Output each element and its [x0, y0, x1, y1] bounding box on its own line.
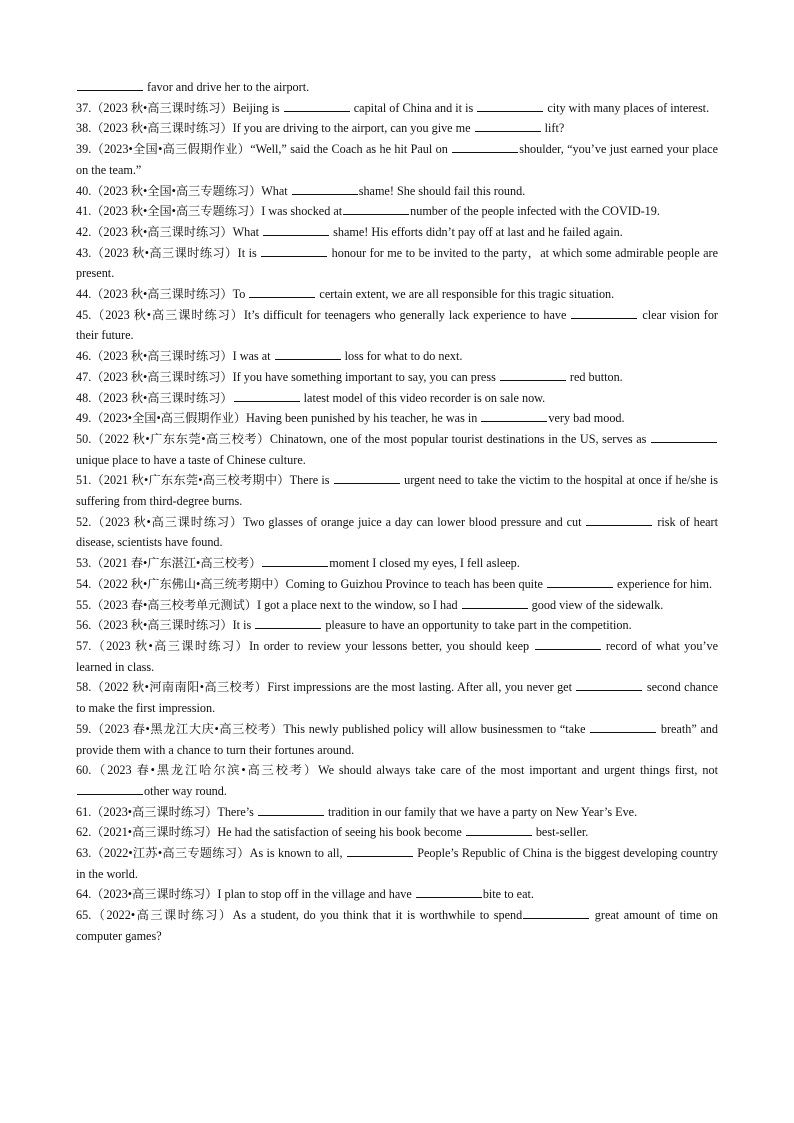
question-text: latest model of this video recorder is on sale now. — [300, 390, 546, 405]
question-text: 43.（2023 秋•高三课时练习）It is — [76, 245, 261, 260]
question-item — [76, 139, 718, 180]
question-text: 61.（2023•高三课时练习）There’s — [76, 804, 257, 819]
question-text: 50.（2022 秋•广东东莞•高三校考）Chinatown, one of the most popular tourist destinations in the US, serves as — [76, 431, 650, 446]
question-text: 45.（2023 秋•高三课时练习）It’s difficult for teenagers who generally lack experience to have — [76, 307, 571, 322]
question-text: shame! She should fail this round. — [358, 183, 526, 198]
answer-blank[interactable] — [452, 140, 518, 153]
question-text: 49.（2023•全国•高三假期作业）Having been punished by his teacher, he was in — [76, 411, 481, 426]
question-text: certain extent, we are all responsible for this tragic situation. — [316, 287, 615, 302]
question-text: favor and drive her to the airport. — [144, 80, 310, 94]
question-text: second chance to make the first impression. — [76, 680, 718, 716]
question-item — [76, 802, 718, 823]
question-text: city with many places of interest. — [544, 100, 710, 115]
question-text: 57.（2023 秋•高三课时练习）In order to review your lessons better, you should keep — [76, 638, 534, 653]
question-item — [76, 843, 718, 884]
question-item — [76, 429, 718, 470]
question-text: best-seller. — [532, 825, 589, 840]
question-text: 46.（2023 秋•高三课时练习）I was at — [76, 349, 274, 364]
question-list — [76, 77, 718, 947]
question-text: honour for me to be invited to the party，at which some admirable people are present. — [76, 245, 719, 281]
question-text: 55.（2023 春•高三校考单元测试）I got a place next to the window, so I had — [76, 597, 461, 612]
question-text: risk of heart disease, scientists have found. — [76, 514, 718, 550]
answer-blank[interactable] — [284, 99, 350, 112]
answer-blank[interactable] — [234, 389, 300, 402]
question-text: 58.（2022 秋•河南南阳•高三校考）First impressions are the most lasting. After all, you never get — [76, 680, 576, 695]
question-text: 39.（2023•全国•高三假期作业）“Well,” said the Coach as he hit Paul on — [76, 142, 452, 157]
answer-blank[interactable] — [576, 678, 642, 691]
question-text: 40.（2023 秋•全国•高三专题练习）What — [76, 183, 291, 198]
question-text: lift? — [541, 121, 565, 136]
question-text: shame! His efforts didn’t pay off at last and he failed again. — [330, 224, 623, 239]
question-item — [76, 760, 718, 801]
answer-blank[interactable] — [466, 823, 532, 836]
question-text: number of the people infected with the COVID-19. — [410, 204, 660, 219]
question-text: shoulder, “you’ve just earned your place on the team.” — [76, 142, 718, 177]
answer-blank[interactable] — [261, 244, 327, 257]
answer-blank[interactable] — [481, 409, 547, 422]
question-text: 64.（2023•高三课时练习）I plan to stop off in the village and have — [76, 887, 415, 902]
question-text: urgent need to take the victim to the hospital at once if he/she is suffering from third-degree burns. — [76, 473, 719, 509]
question-item — [76, 884, 718, 905]
answer-blank[interactable] — [477, 99, 543, 112]
question-item — [76, 346, 718, 367]
answer-blank[interactable] — [255, 616, 321, 629]
answer-blank[interactable] — [334, 471, 400, 484]
question-text: 42.（2023 秋•高三课时练习）What — [76, 224, 263, 239]
question-item — [76, 201, 718, 222]
question-text: 54.（2022 秋•广东佛山•高三统考期中）Coming to Guizhou Province to teach has been quite — [76, 576, 546, 591]
question-text: unique place to have a taste of Chinese culture. — [76, 452, 306, 467]
question-item — [76, 222, 718, 243]
question-text: pleasure to have an opportunity to take part in the competition. — [322, 618, 632, 633]
question-text: 41.（2023 秋•全国•高三专题练习）I was shocked at — [76, 204, 343, 219]
question-text: good view of the sidewalk. — [528, 597, 664, 612]
question-text: 37.（2023 秋•高三课时练习）Beijing is — [76, 100, 283, 115]
question-text: 53.（2021 春•广东湛江•高三校考） — [76, 556, 262, 571]
question-item — [76, 305, 718, 346]
question-item — [76, 553, 718, 574]
answer-blank[interactable] — [292, 182, 358, 195]
answer-blank[interactable] — [77, 78, 143, 91]
question-text: breath” and provide them with a chance to turn their fortunes around. — [76, 721, 718, 757]
question-text: 62.（2021•高三课时练习）He had the satisfaction of seeing his book become — [76, 825, 465, 840]
answer-blank[interactable] — [590, 720, 656, 733]
question-text: 47.（2023 秋•高三课时练习）If you have something important to say, you can press — [76, 369, 499, 384]
answer-blank[interactable] — [347, 844, 413, 857]
answer-blank[interactable] — [343, 202, 409, 215]
question-item — [76, 905, 718, 946]
exercise-page — [76, 77, 718, 947]
question-item — [76, 98, 718, 119]
answer-blank[interactable] — [275, 347, 341, 360]
question-text: 51.（2021 秋•广东东莞•高三校考期中）There is — [76, 473, 333, 488]
question-item — [76, 284, 718, 305]
question-text: moment I closed my eyes, I fell asleep. — [329, 556, 520, 571]
answer-blank[interactable] — [523, 906, 589, 919]
question-text: tradition in our family that we have a party on New Year’s Eve. — [324, 804, 638, 819]
question-item — [76, 574, 718, 595]
question-text: very bad mood. — [548, 411, 625, 426]
question-text: bite to eat. — [482, 887, 534, 902]
question-text: great amount of time on computer games? — [76, 908, 718, 943]
answer-blank[interactable] — [586, 513, 652, 526]
question-text: 38.（2023 秋•高三课时练习）If you are driving to the airport, can you give me — [76, 121, 474, 136]
question-item — [76, 243, 718, 284]
answer-blank[interactable] — [249, 285, 315, 298]
question-item — [76, 388, 718, 409]
question-item — [76, 719, 718, 760]
question-text: record of what you’ve learned in class. — [76, 638, 718, 674]
question-item — [76, 367, 718, 388]
answer-blank[interactable] — [571, 306, 637, 319]
question-text: 60.（2023 春•黑龙江哈尔滨•高三校考）We should always take care of the most important and urgent things first, not — [76, 763, 718, 778]
answer-blank[interactable] — [77, 782, 143, 795]
answer-blank[interactable] — [263, 223, 329, 236]
answer-blank[interactable] — [462, 596, 528, 609]
question-text: 48.（2023 秋•高三课时练习） — [76, 390, 233, 405]
answer-blank[interactable] — [500, 368, 566, 381]
question-item — [76, 512, 718, 553]
question-text: 52.（2023 秋•高三课时练习）Two glasses of orange juice a day can lower blood pressure and cut — [76, 514, 586, 529]
question-item — [76, 822, 718, 843]
question-text: 63.（2022•江苏•高三专题练习）As is known to all, — [76, 846, 346, 861]
question-text: clear vision for their future. — [76, 307, 718, 343]
question-text: loss for what to do next. — [341, 349, 463, 364]
answer-blank[interactable] — [651, 430, 717, 443]
question-item — [76, 470, 718, 511]
question-item — [76, 118, 718, 139]
question-item — [76, 181, 718, 202]
question-text: People’s Republic of China is the biggest developing country in the world. — [76, 846, 718, 881]
question-item — [76, 77, 718, 98]
answer-blank[interactable] — [535, 637, 601, 650]
answer-blank[interactable] — [258, 803, 324, 816]
question-text: other way round. — [144, 783, 227, 798]
answer-blank[interactable] — [416, 885, 482, 898]
answer-blank[interactable] — [547, 575, 613, 588]
question-item — [76, 677, 718, 718]
answer-blank[interactable] — [262, 554, 328, 567]
question-text: 56.（2023 秋•高三课时练习）It is — [76, 618, 255, 633]
answer-blank[interactable] — [475, 119, 541, 132]
question-text: 59.（2023 春•黑龙江大庆•高三校考）This newly published policy will allow businessmen to “take — [76, 721, 590, 736]
question-item — [76, 636, 718, 677]
question-text: red button. — [566, 369, 623, 384]
question-text: capital of China and it is — [350, 100, 477, 115]
question-text: 65.（2022•高三课时练习）As a student, do you think that it is worthwhile to spend — [76, 908, 523, 923]
question-item — [76, 595, 718, 616]
question-item — [76, 615, 718, 636]
question-item — [76, 408, 718, 429]
question-text: experience for him. — [613, 576, 713, 591]
question-text: 44.（2023 秋•高三课时练习）To — [76, 287, 249, 302]
